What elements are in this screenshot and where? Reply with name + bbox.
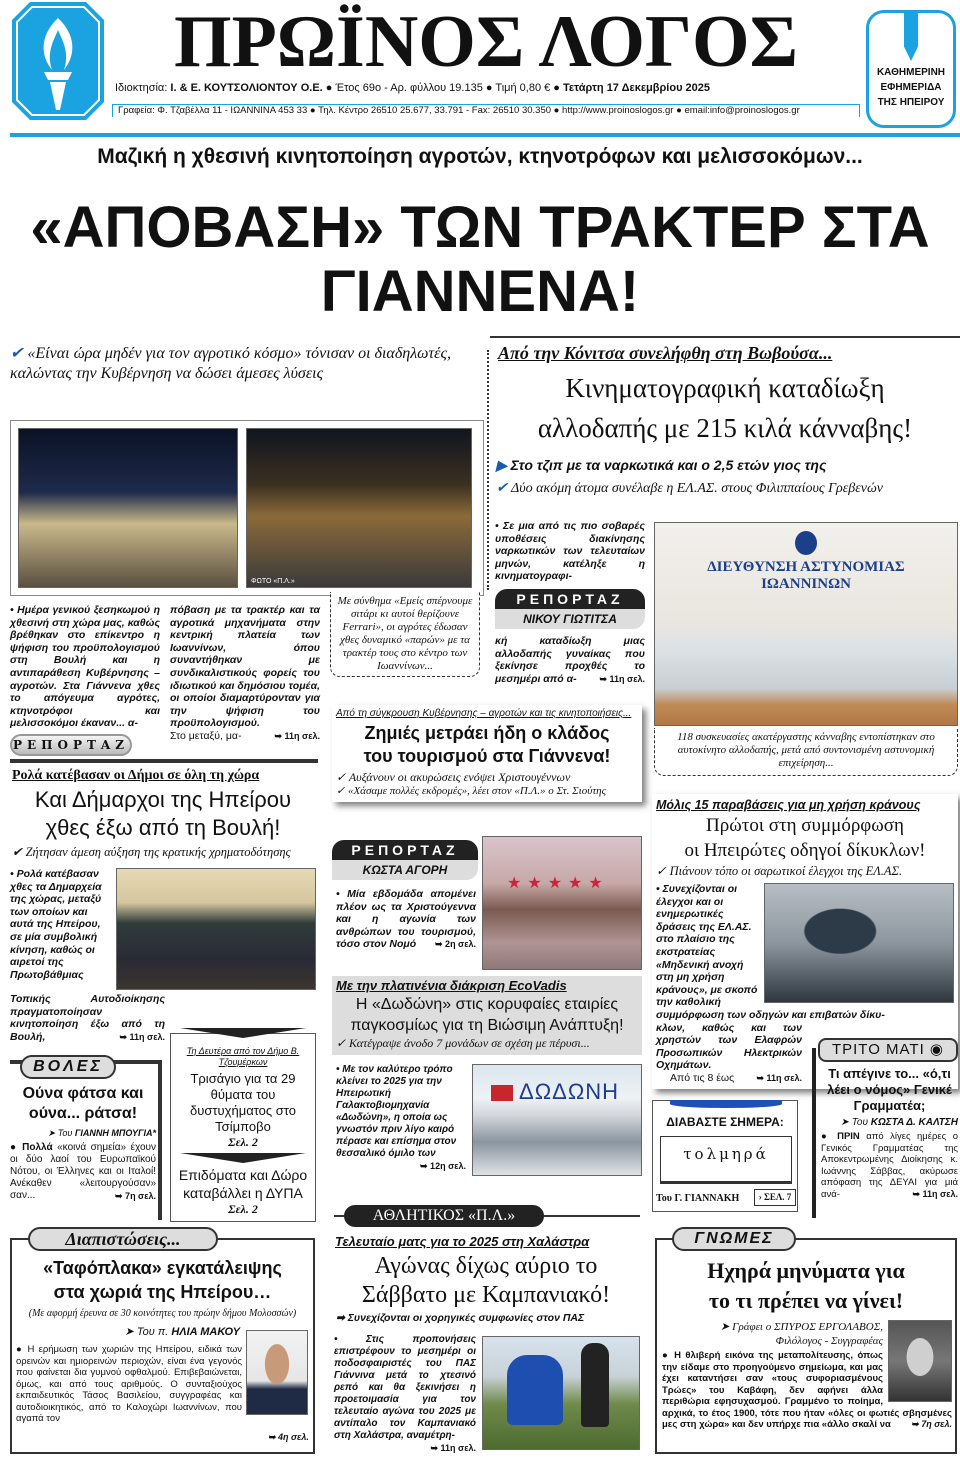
helmets-text-end: Από τις 8 έως ➥ 11η σελ. xyxy=(670,1071,802,1084)
lead-kicker: Μαζική η χθεσινή κινητοποίηση αγροτών, κτηνοτρόφων και μελισσοκόμων... xyxy=(97,145,863,168)
lead-headline: «ΑΠΟΒΑΣΗ» ΤΩΝ ΤΡΑΚΤΕΡ ΣΤΑ ΓΙΑΝΝΕΝΑ! xyxy=(30,195,930,324)
tourism-bullets: ✓ Αυξάνουν οι ακυρώσεις ενόψει Χριστουγέννων ✓ «Χάσαμε πολλές εκδρομές», λέει στον «Π.Λ.» ο Στ. Σιούτης xyxy=(336,770,607,797)
tourism-report-badge: ΡΕΠΟΡΤΑΖ ΚΩΣΤΑ ΑΓΟΡΗ xyxy=(332,840,478,880)
dodoni-text: • Με τον καλύτερο τρόπο κλείνει το 2025 για την Ηπειρωτική Γαλακτοβιομηχανία «Δωδώνη», η οποία ως γνωστόν πριν λίγο καιρό πέρασε και επίσημα στον θεσσαλικό όμιλο των ➥ 12η σελ. xyxy=(336,1064,466,1171)
findings-headline: «Ταφόπλακα» εγκατάλειψης στα χωριά της Ηπείρου… xyxy=(43,1258,282,1302)
dodoni-logo-icon xyxy=(491,1085,513,1101)
torch-logo-icon xyxy=(10,0,106,122)
cannabis-bullet-1: ▶ Στο τζιπ με τα ναρκωτικά και ο 2,5 ετών γιος της xyxy=(496,457,827,473)
sports-headline: Αγώνας δίχως αύριο το Σάββατο με Καμπανιακό! xyxy=(361,1253,611,1308)
dodoni-banner xyxy=(332,976,642,1055)
sports-kicker: Τελευταίο ματς για το 2025 στη Χαλάστρα xyxy=(335,1234,590,1249)
reporter-name: ΚΩΣΤΑ ΑΓΟΡΗ xyxy=(332,860,478,880)
tzoumerka-box xyxy=(170,1033,316,1222)
pen-nib-icon xyxy=(904,13,918,61)
issue-number: Έτος 69ο - Αρ. φύλλου 19.135 xyxy=(335,82,483,94)
dodoni-headline: Η «Δωδώνη» στις κορυφαίες εταιρίες παγκοσμίως για τη Βιώσιμη Ανάπτυξη! xyxy=(350,996,624,1034)
masthead-info-line: Ιδιοκτησία: Ι. & Ε. ΚΟΥΤΣΟΛΙΟΝΤΟΥ Ο.Ε. ● Έτος 69ο - Αρ. φύλλου 19.135 ● Τιμή 0,80 € ● Τετάρτη 17 Δεκεμβρίου 2025 xyxy=(115,82,711,94)
page-ref[interactable]: ➥ 4η σελ. xyxy=(268,1432,309,1442)
coach xyxy=(581,1343,609,1427)
third-eye-headline: Τι απέγινε το... «ό,τι λέει ο νόμος» Γενικέ Γραμματέα; xyxy=(827,1066,952,1113)
check-icon: ✔ xyxy=(10,345,24,362)
page-ref[interactable]: ➥ 11η σελ. xyxy=(912,1188,958,1199)
tolmira-logo: τολμηρά xyxy=(660,1136,792,1184)
issue-date: Τετάρτη 17 Δεκεμβρίου 2025 xyxy=(563,82,711,94)
read-today-page[interactable]: › ΣΕΛ. 7 xyxy=(754,1189,796,1206)
author-portrait-photo xyxy=(246,1330,308,1415)
cannabis-bullet-2: ✔ Δύο ακόμη άτομα συνέλαβε η ΕΛ.ΑΣ. στους Φιλιππαίους Γρεβενών xyxy=(496,481,883,496)
third-eye-label: ΤΡΙΤΟ ΜΑΤΙ ◉ xyxy=(818,1038,958,1062)
motorcycle-helmet-photo xyxy=(764,883,954,1003)
opinions-text-2: άλλα περιθώρια εφησυχασμού. Γραμμένο το ποίημα, αρχικά, το έτος 1900, τότε που ήταν «όλες οι φωτιές σβησμένες μες στη χώρα» και δεν υπήρχε πια «άλλο σκαλί να xyxy=(662,1384,952,1430)
cannabis-report-badge: ΡΕΠΟΡΤΑΖ ΝΙΚΟΥ ΓΙΩΤΙΤΣΑ xyxy=(495,589,645,629)
tzoumerka-headline-1: Τρισάγιο για τα 29 θύματα του δυστυχήματος στο Τσίμποβο xyxy=(190,1071,296,1134)
cannabis-text-2: κή καταδίωξη μιας αλλοδαπής γυναίκας που ξεκίνησε προχθές το μεσημέρι από α- ➥ 11η σελ. xyxy=(495,634,645,685)
newspaper-title: ΠΡΩΪΝΟΣ ΛΟΓΟΣ xyxy=(174,1,798,83)
voles-label: ΒΟΛΕΣ xyxy=(20,1055,116,1079)
findings-sub: (Με αφορμή έρευνα σε 30 κοινότητες του πρώην δήμου Μολοσσών) xyxy=(28,1308,297,1319)
read-today-title: ΔΙΑΒΑΣΤΕ ΣΗΜΕΡΑ: xyxy=(666,1115,784,1129)
masthead-address: Γραφεία: Φ. Τζαβέλλα 11 - ΙΩΑΝΝΙΝΑ 453 33 ● Τηλ. Κέντρο 26510 25.677, 33.791 - Fax: 26510 30.350 ● http://www.proinoslogos.gr ● email:info@proinoslogos.gr xyxy=(112,104,860,117)
page-ref[interactable]: ➥ 11η σελ. xyxy=(119,1031,165,1042)
opinions-author: ➤ Γράφει ο ΣΠΥΡΟΣ ΕΡΓΟΛΑΒΟΣ, Φιλόλογος - Συγγραφέας xyxy=(720,1321,883,1347)
lead-subhead: ✔ «Είναι ώρα μηδέν για τον αγροτικό κόσμο» τόνισαν οι διαδηλωτές, καλώντας την Κυβέρνηση να δώσει άμεσες λύσεις xyxy=(10,345,451,382)
daily-badge: ΚΑΘΗΜΕΡΙΝΗ ΕΦΗΜΕΡΙΔΑ ΤΗΣ ΗΠΕΙΡΟΥ xyxy=(866,10,956,128)
helmets-text-1: • Συνεχίζονται οι έλεγχοι και οι ενημερωτικές δράσεις της ΕΛ.ΑΣ. στο πλαίσιο της εκστρατείας «Μηδενική ανοχή στη μη χρήση κράνους», με σκοπό την καθολική συμμόρφωση των οδηγών και επιβατών δίκυ- xyxy=(656,883,885,1021)
opinions-headline: Ηχηρά μηνύματα για το τι πρέπει να γίνει! xyxy=(707,1258,905,1313)
cannabis-text-col xyxy=(495,520,645,685)
page-ref[interactable]: ➥ 7η σελ. xyxy=(115,1191,156,1201)
blue-arc xyxy=(670,1100,782,1108)
page-ref[interactable]: ➥ 11η σελ. xyxy=(274,730,320,741)
findings-text: ● Η ερήμωση των χωριών της Ηπείρου, ειδικά των ορεινών και ημιορεινών περιοχών, είναι ένα γεγονός που φαίνεται δια γυμνού οφθαλμού. Επιβεβαιώνεται, όμως, και από τους αριθμούς. Ο συνταξιούχος εκπαιδευτικός Τάσος Βασιλείου, συγγραφέας και αυτοδιοικητικός, από το Καλοχώρι Ιωαννίνων, που αγαπά τον xyxy=(16,1344,242,1424)
third-eye-author: ➤ Του ΚΩΣΤΑ Δ. ΚΑΛΤΣΗ xyxy=(840,1117,958,1128)
helmets-headline: Πρώτοι στη συμμόρφωση οι Ηπειρώτες οδηγοί δίκυκλων! xyxy=(684,815,926,861)
third-eye-text: ● ΠΡΙΝ από λίγες ημέρες ο Γενικός Γραμματέας της Αποκεντρωμένης Διοίκησης κ. Ιωάννης Σάββας, ακύρωσε απόφαση της ΔΕΥΑΙ για μιά ανά- ➥ 11η σελ. xyxy=(821,1131,959,1200)
author-portrait-photo xyxy=(888,1320,952,1402)
page-ref[interactable]: ➥ 12η σελ. xyxy=(420,1161,466,1171)
third-eye-frame xyxy=(812,1048,816,1218)
page-ref[interactable]: ➥ 11η σελ. xyxy=(756,1072,802,1083)
third-eye-content xyxy=(821,1066,958,1200)
helmets-kicker: Μόλις 15 παραβάσεις για μη χρήση κράνους xyxy=(656,798,921,812)
helmets-sub: ✓ Πιάνουν τόπο οι σαρωτικοί έλεγχοι της ΕΛ.ΑΣ. xyxy=(656,864,903,878)
tourism-headline: Ζημιές μετράει ήδη ο κλάδος του τουρισμού στα Γιάννενα! xyxy=(363,723,611,766)
voles-content xyxy=(10,1084,156,1202)
christmas-street-photo xyxy=(482,836,642,970)
cannabis-text-1: • Σε μια από τις πιο σοβαρές υποθέσεις διακίνησης ναρκωτικών των τελευταίων μηνών, κατέληξε η κινηματογραφι- xyxy=(495,520,645,583)
tzoumerka-kicker: Τη Δευτέρα από τον Δήμο Β. Τζουμέρκων xyxy=(186,1046,300,1067)
cannabis-caption: 118 συσκευασίες ακατέργαστης κάνναβης εντοπίστηκαν στο αυτοκίνητο αλλοδαπής, μετά από συντονισμένη αστυνομική επιχείρηση... xyxy=(654,728,958,776)
players xyxy=(507,1355,563,1425)
check-icon: ✔ xyxy=(496,481,508,496)
tourism-text: • Μία εβδομάδα απομένει πλέον ως τα Χριστούγεννα και η αγωνία των ανθρώπων του τουρισμού, τόσο στον Νομό ➥ 2η σελ. xyxy=(336,888,476,951)
tzoumerka-page-2[interactable]: Σελ. 2 xyxy=(228,1202,258,1216)
opinions-label: ΓΝΩΜΕΣ xyxy=(672,1227,796,1251)
lead-text-end: Στο μεταξύ, μα- ➥ 11η σελ. xyxy=(170,729,320,742)
eye-icon: ◉ xyxy=(929,1041,945,1058)
findings-author: ➤ Του π. ΗΛΙΑ ΜΑΚΟΥ xyxy=(124,1326,240,1338)
mayors-parliament-photo xyxy=(116,868,316,990)
voles-headline: Ούνα φάτσα και ούνα... ράτσα! xyxy=(22,1085,144,1122)
sports-sub: ➡ Συνεχίζονται οι χορηγικές συμφωνίες στον ΠΑΣ xyxy=(336,1312,585,1324)
read-today-author: Του Γ. ΓΙΑΝΝΑΚΗ xyxy=(656,1193,740,1204)
voles-text: ● Πολλά «κοινά σημεία» έχουν οι δύο λαοί του Ευρωπαϊκού Νότου, οι Έλληνες και οι Ιταλοί! Ανέκαθεν «λειτουργούσαν» σαν... ➥ 7η σελ. xyxy=(10,1142,157,1201)
lead-text-col2-wrap xyxy=(170,604,320,743)
page-ref[interactable]: ➥ 11η σελ. xyxy=(599,673,645,684)
cannabis-headline: Κινηματογραφική καταδίωξη αλλοδαπής με 215 κιλά κάνναβης! xyxy=(537,373,913,443)
mayors-text-1: • Ρολά κατέβασαν χθες τα Δημαρχεία της χώρας, μεταξύ των οποίων και αυτά της Ηπείρου, σε μία συμβολική κίνηση, καθώς οι αιρετοί της Πρωτοβάθμιας xyxy=(10,868,102,981)
helmets-text-2: κλων, καθώς και των χρηστών των Ελαφρών Προσωπικών Ηλεκτρικών Οχημάτων. xyxy=(656,1021,802,1072)
mayors-kicker: Ρολά κατέβασαν οι Δήμοι σε όλη τη χώρα xyxy=(12,768,260,783)
tractors-night-photo xyxy=(18,428,238,588)
tzoumerka-page-1[interactable]: Σελ. 2 xyxy=(228,1135,258,1149)
opinions-content xyxy=(662,1320,952,1431)
reporter-name: ΝΙΚΟΥ ΓΙΩΤΙΤΣΑ xyxy=(495,609,645,629)
masthead-rule xyxy=(10,133,960,137)
mayors-headline: Και Δήμαρχοι της Ηπείρου χθες έξω από τη Βουλή! xyxy=(34,787,292,840)
flag-icon: ▶ xyxy=(496,457,507,473)
findings-label: Διαπιστώσεις... xyxy=(28,1227,218,1251)
lead-text-col2: πόβαση με τα τρακτέρ και τα αγροτικά μηχανήματα στην κεντρική πλατεία των Ιωαννίνων, όπου συναντήθηκαν με συνδικαλιστικούς φορείς του ιδιωτικού και δημόσιου τομέα, οι οποίοι διαμαρτύρονταν για την ψήφιση του προϋπολογισμού. xyxy=(170,604,320,730)
owner: Ι. & Ε. ΚΟΥΤΣΟΛΙΟΝΤΟΥ Ο.Ε. xyxy=(170,82,323,94)
report-label: ΡΕΠΟΡΤΑΖ xyxy=(10,734,132,756)
cannabis-kicker: Από την Κόνιτσα συνελήφθη στη Βωβούσα... xyxy=(498,343,833,363)
dodoni-factory-photo: ΔΩΔΩΝΗ xyxy=(472,1064,642,1176)
top-rule xyxy=(490,336,960,338)
sports-text: • Στις προπονήσεις επιστρέφουν το μεσημέρι οι ποδοσφαιριστές του ΠΑΣ Γιάννινα μετά το χτεσινό ρεπό και θα ξεκινήσει η προετοιμασία για τον τελευταίο αγώνα του 2025 με αντίπαλο τον Καμπανιακό στη Χαλάστρα, αναμέτρη- ➥ 11η σελ. xyxy=(334,1334,476,1453)
sports-label: ΑΘΛΗΤΙΚΟΣ «Π.Λ.» xyxy=(344,1205,544,1227)
page-ref[interactable]: ➥ 2η σελ. xyxy=(435,939,476,950)
black-arrow-middle xyxy=(180,1153,306,1163)
mayors-text-2: Τοπικής Αυτοδιοίκησης πραγματοποίησαν κινητοποίηση έξω από τη Βουλή, ➥ 11η σελ. xyxy=(10,993,165,1043)
lead-photo-caption: Με σύνθημα «Εμείς σπέρνουμε σιτάρι κι αυτοί θερίζουνε Ferrari», οι αγρότες έδωσαν χθες δυναμικό «παρών» με τα τρακτέρ τους στο κέντρο των Ιωαννίνων... xyxy=(330,592,480,677)
page-ref[interactable]: ➥ 7η σελ. xyxy=(911,1419,952,1429)
tourism-box xyxy=(332,705,642,802)
football-training-photo xyxy=(482,1336,640,1450)
police-emblem-icon xyxy=(795,531,817,555)
tourism-kicker: Από τη σύγκρουση Κυβέρνησης – αγροτών και τις κινητοποιήσεις... xyxy=(336,708,632,719)
mayors-sub: ✔ Ζήτησαν άμεση αύξηση της κρατικής χρηματοδότησης xyxy=(12,845,291,859)
opinions-text-1: ● Η θλιβερή εικόνα της μεταπολίτευσης, όπως την είδαμε στο προηγούμενο σημείωμα, και μας έχει καταντήσει σαν «τους συφοριασμένους Τρώες» του Καβάφη, δεν αφήνει xyxy=(662,1350,883,1396)
divider xyxy=(10,759,318,763)
page-ref[interactable]: ➥ 11η σελ. xyxy=(430,1443,476,1453)
dodoni-kicker: Με την πλατινένια διάκριση EcoVadis xyxy=(336,978,567,993)
police-cannabis-photo: ΔΙΕΥΘΥΝΣΗ ΑΣΤΥΝΟΜΙΑΣ ΙΩΑΝΝΙΝΩΝ xyxy=(654,522,958,726)
dodoni-sub: ✓ Κατέγραψε άνοδο 7 μονάδων σε σχέση με πέρυσι... xyxy=(336,1036,590,1050)
stars-decoration: ★★★★★ xyxy=(507,875,609,892)
tzoumerka-headline-2: Επιδόματα και Δώρο καταβάλλει η ΔΥΠΑ xyxy=(178,1167,308,1201)
masthead-logo xyxy=(10,0,106,122)
mayors-text-wrap xyxy=(10,868,316,1043)
lead-text-col1-wrap xyxy=(10,604,160,756)
lead-text-col1: • Ημέρα γενικού ξεσηκωμού η χθεσινή στη χώρα μας, καθώς βρέθηκαν στο επίκεντρο η ψήφιση του προϋπολογισμού στη Βουλή και η αντιπαράθεση Κυβέρνησης – αγροτών. Στα Γιάννενα χθες το απόγευμα αγρότες, κτηνοτρόφοι και μελισσοκόμοι έκαναν... α- xyxy=(10,604,160,730)
protest-square-photo: ΦΩΤΟ «Π.Λ.» xyxy=(246,428,472,588)
voles-author: ➤ Του ΓΙΑΝΝΗ ΜΠΟΥΓΙΑ* xyxy=(47,1128,156,1138)
vertical-divider xyxy=(487,350,489,590)
price: Τιμή 0,80 € xyxy=(495,82,551,94)
